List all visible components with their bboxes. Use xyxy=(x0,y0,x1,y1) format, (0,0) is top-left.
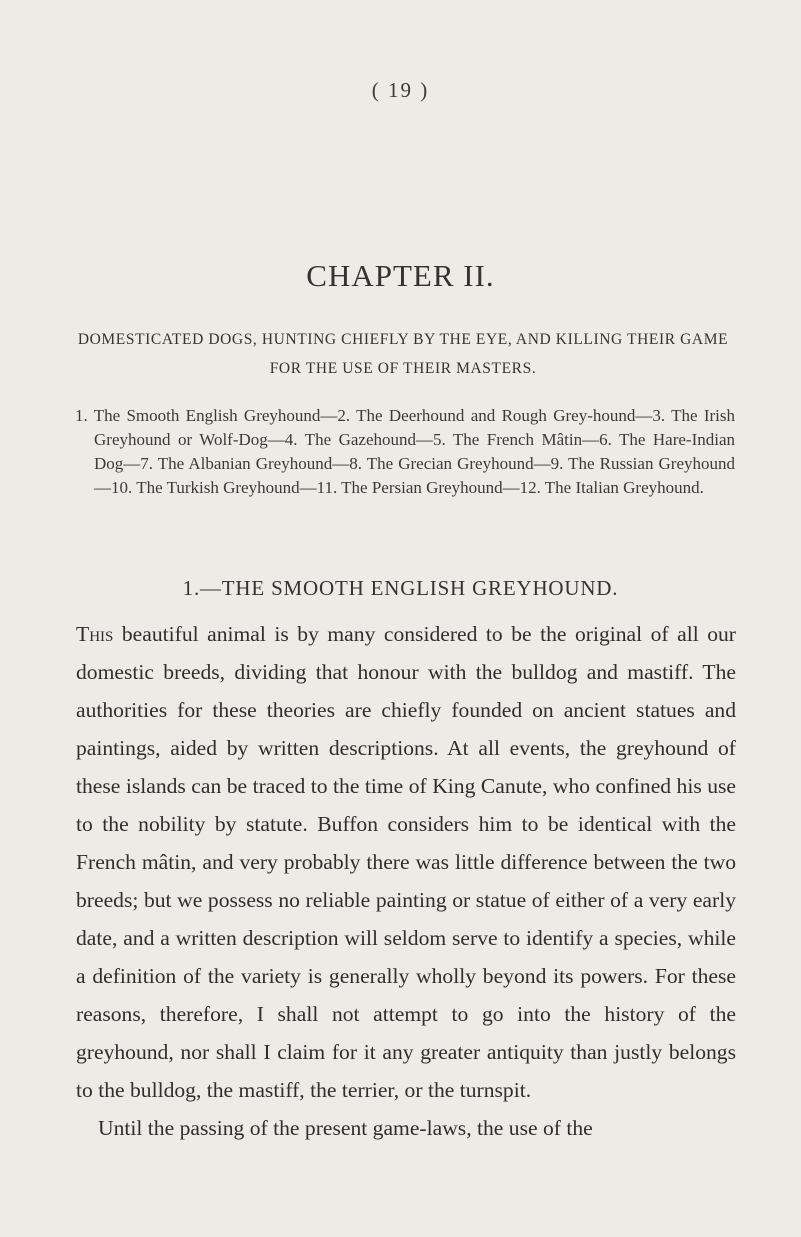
section-heading: 1.—THE SMOOTH ENGLISH GREYHOUND. xyxy=(182,576,619,600)
lead-word: This xyxy=(76,622,114,646)
chapter-contents: 1. The Smooth English Greyhound—2. The Deerhound and Rough Grey-hound—3. The Irish Greyhound or Wolf-Dog—4. The Gazehound—5. The French Mâtin—6. The Hare-Indian Dog—7. The Albanian Greyhound—8. The Grecian Greyhound—9. The Russian Greyhound—10. The Turkish Greyhound—11. The Persian Greyhound—12. The Italian Greyhound. xyxy=(75,406,735,497)
chapter-subtitle: DOMESTICATED DOGS, HUNTING CHIEFLY BY THE EYE, AND KILLING THEIR GAME FOR THE USE OF THEIR MASTERS. xyxy=(77,331,729,377)
paragraph-text: beautiful animal is by many considered to be the original of all our domestic breeds, dividing that honour with the bulldog and mastiff. The authorities for these theories are chiefly founded on ancient statues and paintings, aided by written descriptions. At all events, the greyhound of these islands can be traced to the time of King Canute, who confined his use to the nobility by statute. Buffon considers him to be identical with the French mâtin, and very probably there was little difference between the two breeds; but we possess no reliable painting or statue of either of a very early date, and a written description will seldom serve to identify a species, while a definition of the variety is generally wholly beyond its powers. For these reasons, therefore, I shall not attempt to go into the history of the greyhound, nor shall I claim for it any greater antiquity than justly belongs to the bulldog, the mastiff, the terrier, or the turnspit. xyxy=(76,622,736,1102)
paragraph xyxy=(76,615,736,1109)
body-text xyxy=(76,615,736,1147)
page-number: ( 19 ) xyxy=(371,78,430,102)
paragraph xyxy=(76,1109,736,1147)
paragraph-text: Until the passing of the present game-laws, the use of the xyxy=(98,1116,593,1140)
chapter-title: CHAPTER II. xyxy=(306,258,495,293)
